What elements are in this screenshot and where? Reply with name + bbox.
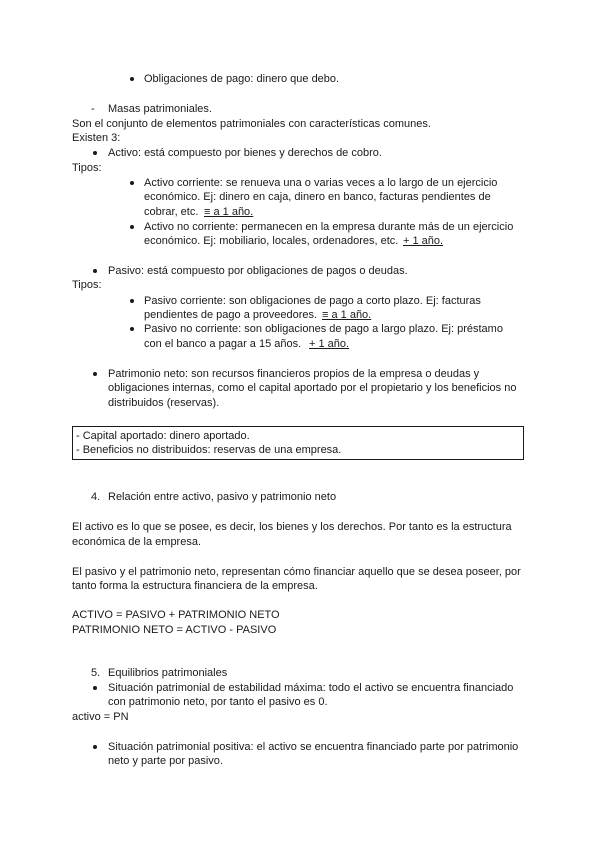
activo-pn-equation: activo = PN — [72, 711, 129, 723]
bullet-icon — [93, 151, 97, 155]
section-4-number: 4. — [91, 491, 101, 503]
bullet-icon — [93, 686, 97, 690]
activo-corriente-tag: ≡ a 1 año. — [204, 206, 254, 218]
bullet-icon — [130, 299, 134, 303]
activo-corriente-line2: económico. Ej: dinero en caja, dinero en banco, facturas pendientes de — [144, 191, 491, 203]
pasivo-corriente-line2: pendientes de pago a proveedores. — [144, 309, 318, 321]
equation-2: PATRIMONIO NETO = ACTIVO - PASIVO — [72, 624, 277, 636]
patrimonio-neto-line3: distribuidos (reservas). — [108, 397, 220, 409]
bullet-icon — [130, 181, 134, 185]
existen-text: Existen 3: — [72, 132, 121, 144]
pasivo-definition: Pasivo: está compuesto por obligaciones de pagos o deudas. — [108, 265, 408, 277]
activo-corriente-line3: cobrar, etc. — [144, 206, 199, 218]
note-box-line2: - Beneficios no distribuidos: reservas de una empresa. — [76, 444, 342, 456]
note-box-line1: - Capital aportado: dinero aportado. — [76, 430, 250, 442]
tipos-label: Tipos: — [72, 279, 102, 291]
patrimonio-neto-line2: obligaciones internas, como el capital aportado por el propietario y los beneficios no — [108, 382, 517, 394]
bullet-icon — [130, 77, 134, 81]
masas-definition: Son el conjunto de elementos patrimoniales con características comunes. — [72, 118, 431, 130]
bullet-icon — [93, 745, 97, 749]
pasivo-no-corriente-line2: con el banco a pagar a 15 años. — [144, 338, 302, 350]
activo-no-corriente-line1: Activo no corriente: permanecen en la empresa durante más de un ejercicio — [144, 221, 514, 233]
patrimonio-neto-line1: Patrimonio neto: son recursos financieros propios de la empresa o deudas y — [108, 368, 480, 380]
section-5-title: Equilibrios patrimoniales — [108, 667, 228, 679]
bullet-icon — [93, 372, 97, 376]
pasivo-corriente-tag: ≡ a 1 año. — [322, 309, 372, 321]
activo-no-corriente-line2: económico. Ej: mobiliario, locales, ordenadores, etc. — [144, 235, 399, 247]
pasivo-no-corriente-tag: + 1 año. — [309, 338, 350, 350]
tipos-label: Tipos: — [72, 162, 102, 174]
activo-definition: Activo: está compuesto por bienes y derechos de cobro. — [108, 147, 382, 159]
paragraph-activo-line2: económica de la empresa. — [72, 536, 202, 548]
masas-dash: - — [91, 103, 95, 115]
activo-corriente-line1: Activo corriente: se renueva una o varias veces a lo largo de un ejercicio — [144, 177, 498, 189]
masas-title: Masas patrimoniales. — [108, 103, 212, 115]
paragraph-pasivo-line1: El pasivo y el patrimonio neto, representan cómo financiar aquello que se desea poseer, por — [72, 566, 521, 578]
section-4-title: Relación entre activo, pasivo y patrimonio neto — [108, 491, 337, 503]
paragraph-activo-line1: El activo es lo que se posee, es decir, los bienes y los derechos. Por tanto es la estructura — [72, 521, 512, 533]
activo-no-corriente-tag: + 1 año. — [403, 235, 444, 247]
equation-1: ACTIVO = PASIVO + PATRIMONIO NETO — [72, 609, 280, 621]
pasivo-corriente-line1: Pasivo corriente: son obligaciones de pago a corto plazo. Ej: facturas — [144, 295, 481, 307]
situacion-positiva-line2: neto y parte por pasivo. — [108, 755, 223, 767]
estabilidad-maxima-line2: con patrimonio neto, por tanto el pasivo es 0. — [108, 696, 328, 708]
estabilidad-maxima-line1: Situación patrimonial de estabilidad máxima: todo el activo se encuentra financiado — [108, 682, 514, 694]
pasivo-no-corriente-line1: Pasivo no corriente: son obligaciones de pago a largo plazo. Ej: préstamo — [144, 323, 503, 335]
section-5-number: 5. — [91, 667, 101, 679]
paragraph-pasivo-line2: tanto forma la estructura financiera de la empresa. — [72, 580, 318, 592]
bullet-icon — [93, 269, 97, 273]
situacion-positiva-line1: Situación patrimonial positiva: el activo se encuentra financiado parte por patrimonio — [108, 741, 519, 753]
bullet-icon — [130, 225, 134, 229]
obligaciones-pago-text: Obligaciones de pago: dinero que debo. — [144, 73, 340, 85]
bullet-icon — [130, 327, 134, 331]
